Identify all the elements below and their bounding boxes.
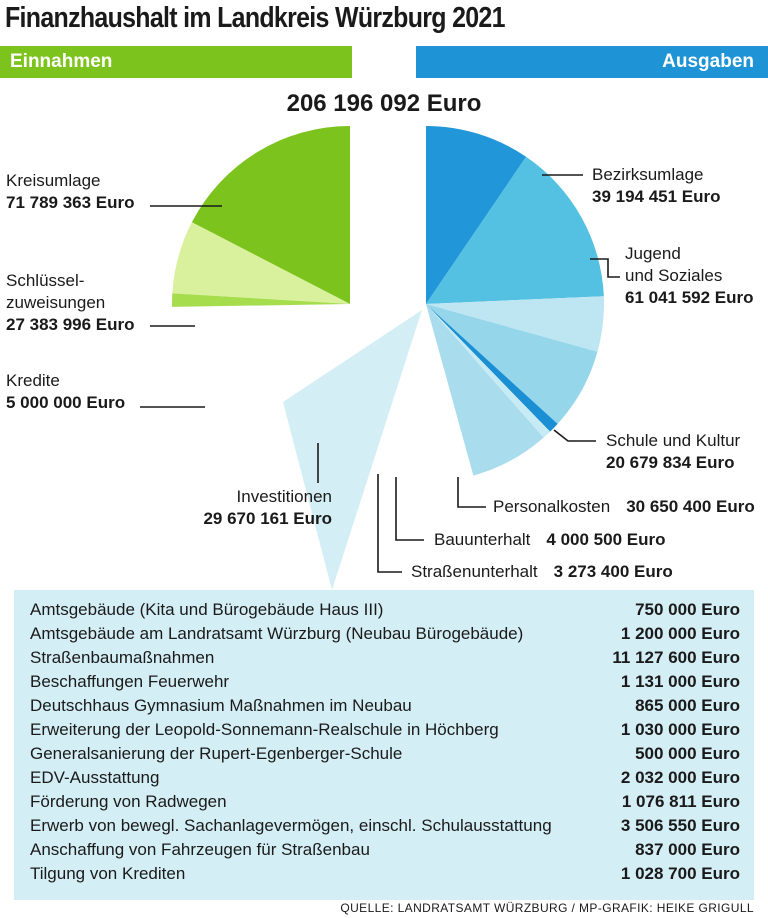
label-jugend-name-2: und Soziales xyxy=(625,266,723,285)
row-item: Förderung von Radwegen xyxy=(30,792,227,811)
row-item: Amtsgebäude (Kita und Bürogebäude Haus III) xyxy=(30,600,384,619)
row-item: Beschaffungen Feuerwehr xyxy=(30,672,230,691)
label-schluessel-name-1: Schlüssel- xyxy=(6,271,85,290)
row-amount: 1 028 700 Euro xyxy=(620,864,740,883)
row-item: Anschaffung von Fahrzeugen für Straßenbau xyxy=(30,840,370,859)
row-item: Generalsanierung der Rupert-Egenberger-Schule xyxy=(30,744,403,763)
table-row xyxy=(30,742,740,766)
label-schluessel-name-2: zuweisungen xyxy=(6,293,106,312)
row-amount: 1 131 000 Euro xyxy=(620,672,740,691)
row-amount: 3 506 550 Euro xyxy=(620,816,740,835)
row-item: EDV-Ausstattung xyxy=(30,768,160,787)
table-row xyxy=(30,598,740,622)
label-bauunterhalt-value: 4 000 500 Euro xyxy=(546,530,666,549)
label-bezirksumlage-name: Bezirksumlage xyxy=(592,165,704,184)
pie-slices xyxy=(172,126,604,476)
row-item: Amtsgebäude am Landratsamt Würzburg (Neubau Bürogebäude) xyxy=(30,624,524,643)
source-credit: QUELLE: LANDRATSAMT WÜRZBURG / MP-GRAFIK: HEIKE GRIGULL xyxy=(340,901,754,915)
label-strasse-name: Straßenunterhalt xyxy=(411,562,538,581)
label-bauunterhalt xyxy=(434,529,665,551)
label-kreisumlage-value: 71 789 363 Euro xyxy=(6,193,135,212)
row-amount: 1 076 811 Euro xyxy=(621,792,740,811)
row-amount: 2 032 000 Euro xyxy=(620,768,740,787)
label-kredite xyxy=(6,370,125,414)
label-schule xyxy=(606,430,740,474)
label-strasse-value: 3 273 400 Euro xyxy=(553,562,673,581)
row-amount: 500 000 Euro xyxy=(635,744,740,763)
table-row xyxy=(30,694,740,718)
label-invest-value: 29 670 161 Euro xyxy=(203,509,332,528)
row-item: Deutschhaus Gymnasium Maßnahmen im Neubau xyxy=(30,696,412,715)
label-kreisumlage xyxy=(6,170,135,214)
label-jugend-value: 61 041 592 Euro xyxy=(625,288,754,307)
table-row xyxy=(30,814,740,838)
label-schule-name: Schule und Kultur xyxy=(606,431,741,450)
label-kreisumlage-name: Kreisumlage xyxy=(6,171,101,190)
total-amount: 206 196 092 Euro xyxy=(286,90,482,117)
label-jugend xyxy=(625,243,754,309)
label-bezirksumlage xyxy=(592,164,721,208)
label-strasse xyxy=(411,561,673,583)
table-row xyxy=(30,646,740,670)
label-jugend-name-1: Jugend xyxy=(625,244,681,263)
table-row xyxy=(30,766,740,790)
label-personal xyxy=(493,496,755,518)
table-row xyxy=(30,838,740,862)
row-item: Tilgung von Krediten xyxy=(30,864,186,883)
table-row xyxy=(30,862,740,886)
leader-personal xyxy=(458,477,486,507)
label-kredite-value: 5 000 000 Euro xyxy=(6,393,126,412)
row-amount: 1 030 000 Euro xyxy=(620,720,740,739)
leader-strasse xyxy=(378,474,402,572)
investitionen-details-list xyxy=(30,598,740,886)
label-bezirksumlage-value: 39 194 451 Euro xyxy=(592,187,721,206)
investitionen-details-table xyxy=(14,590,754,900)
leader-bauunterhalt xyxy=(396,477,424,540)
label-personal-name: Personalkosten xyxy=(493,497,611,516)
label-personal-value: 30 650 400 Euro xyxy=(626,497,755,516)
row-amount: 837 000 Euro xyxy=(635,840,740,859)
row-amount: 865 000 Euro xyxy=(635,696,740,715)
row-item: Straßenbaumaßnahmen xyxy=(30,648,215,667)
table-row xyxy=(30,790,740,814)
label-invest xyxy=(190,486,332,530)
label-schule-value: 20 679 834 Euro xyxy=(606,453,735,472)
label-schluessel-value: 27 383 996 Euro xyxy=(6,315,135,334)
expense-header-label: Ausgaben xyxy=(662,51,754,72)
row-amount: 750 000 Euro xyxy=(635,600,740,619)
label-invest-name: Investitionen xyxy=(236,487,332,506)
label-bauunterhalt-name: Bauunterhalt xyxy=(434,530,531,549)
table-row xyxy=(30,622,740,646)
label-schluessel xyxy=(6,270,135,336)
table-row xyxy=(30,670,740,694)
label-kredite-name: Kredite xyxy=(6,371,60,390)
row-amount: 1 200 000 Euro xyxy=(620,624,740,643)
income-header-label: Einnahmen xyxy=(10,51,113,72)
row-item: Erwerb von bewegl. Sachanlagevermögen, einschl. Schulausstattung xyxy=(30,816,552,835)
page-title: Finanzhaushalt im Landkreis Würzburg 2021 xyxy=(5,2,505,34)
table-row xyxy=(30,718,740,742)
leader-schule xyxy=(554,430,596,441)
row-amount: 11 127 600 Euro xyxy=(612,648,740,667)
row-item: Erweiterung der Leopold-Sonnemann-Realschule in Höchberg xyxy=(30,720,499,739)
